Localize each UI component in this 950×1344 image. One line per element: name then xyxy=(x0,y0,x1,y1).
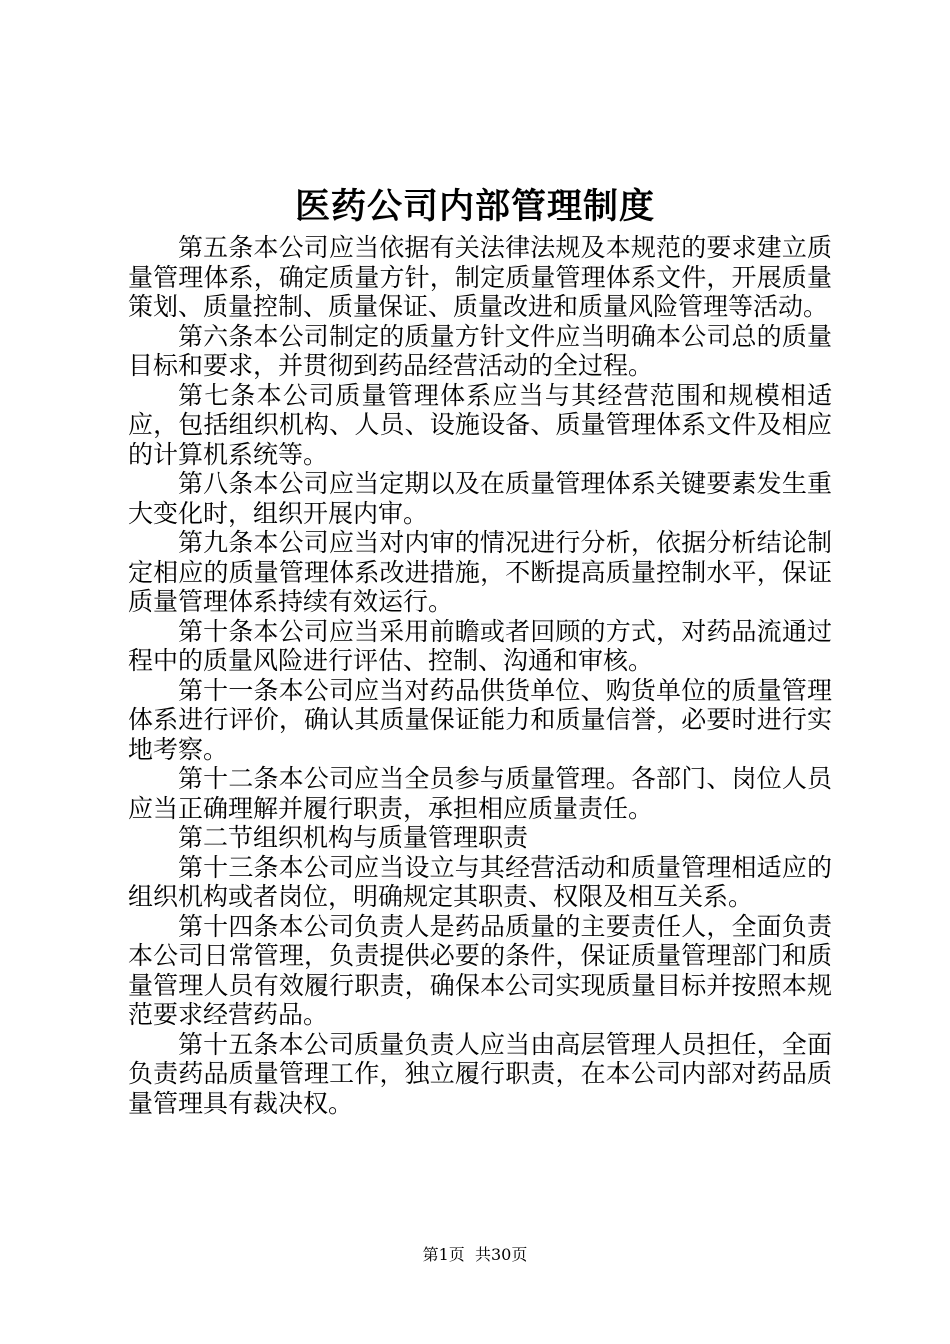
paragraph-article-6: 第六条本公司制定的质量方针文件应当明确本公司总的质量目标和要求，并贯彻到药品经营活动的全过程。 xyxy=(128,321,832,380)
page-total: 共30页 xyxy=(474,1245,528,1264)
document-body xyxy=(128,233,832,1118)
paragraph-article-14: 第十四条本公司负责人是药品质量的主要责任人，全面负责本公司日常管理，负责提供必要的条件，保证质量管理部门和质量管理人员有效履行职责，确保本公司实现质量目标并按照本规范要求经营药品。 xyxy=(128,911,832,1029)
paragraph-article-11: 第十一条本公司应当对药品供货单位、购货单位的质量管理体系进行评价，确认其质量保证能力和质量信誉，必要时进行实地考察。 xyxy=(128,675,832,764)
section-heading: 第二节组织机构与质量管理职责 xyxy=(178,823,529,852)
page-footer xyxy=(0,1243,950,1267)
paragraph-article-9: 第九条本公司应当对内审的情况进行分析，依据分析结论制定相应的质量管理体系改进措施，不断提高质量控制水平，保证质量管理体系持续有效运行。 xyxy=(128,528,832,616)
document-title: 医药公司内部管理制度 xyxy=(294,186,655,227)
paragraph-article-10: 第十条本公司应当采用前瞻或者回顾的方式，对药品流通过程中的质量风险进行评估、控制、沟通和审核。 xyxy=(128,616,832,675)
paragraph-article-8: 第八条本公司应当定期以及在质量管理体系关键要素发生重大变化时，组织开展内审。 xyxy=(128,469,832,528)
paragraph-article-15: 第十五条本公司质量负责人应当由高层管理人员担任，全面负责药品质量管理工作，独立履行职责，在本公司内部对药品质量管理具有裁决权。 xyxy=(128,1029,832,1118)
paragraph-article-5: 第五条本公司应当依据有关法律法规及本规范的要求建立质量管理体系，确定质量方针，制定质量管理体系文件，开展质量策划、质量控制、质量保证、质量改进和质量风险管理等活动。 xyxy=(128,233,832,321)
paragraph-article-13: 第十三条本公司应当设立与其经营活动和质量管理相适应的组织机构或者岗位，明确规定其职责、权限及相互关系。 xyxy=(128,852,832,911)
paragraph-article-7: 第七条本公司质量管理体系应当与其经营范围和规模相适应，包括组织机构、人员、设施设备、质量管理体系文件及相应的计算机系统等。 xyxy=(128,380,832,469)
page-number: 第1页 xyxy=(422,1245,465,1264)
paragraph-article-12: 第十二条本公司应当全员参与质量管理。各部门、岗位人员应当正确理解并履行职责，承担相应质量责任。 xyxy=(128,764,832,823)
